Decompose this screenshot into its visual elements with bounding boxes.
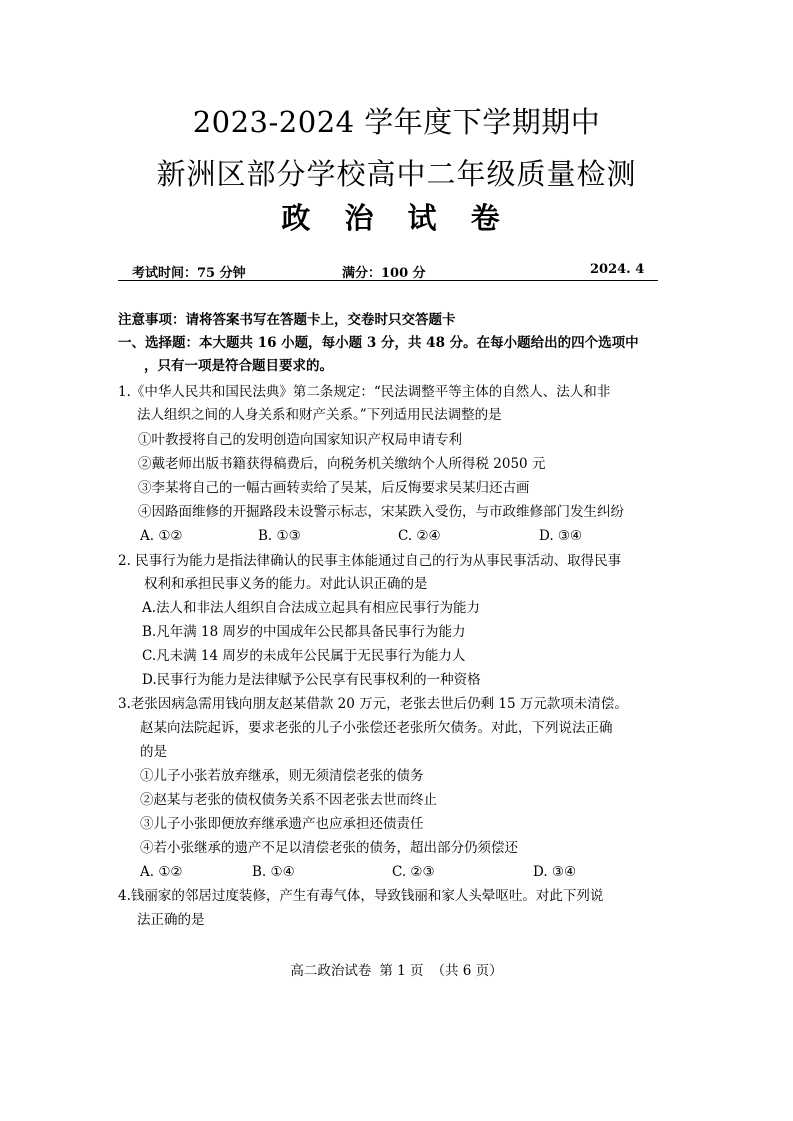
q2-option-d: D.民事行为能力是法律赋予公民享有民事权利的一种资格 <box>142 672 481 688</box>
q1-stem-line1: 1.《中华人民共和国民法典》第二条规定：“民法调整平等主体的自然人、法人和非 <box>118 384 611 400</box>
q3-stem-line1: 3.老张因病急需用钱向朋友赵某借款 20 万元，老张去世后仍剩 15 万元款项未清偿。 <box>118 696 628 712</box>
section1-instruction-line2: ，只有一项是符合题目要求的。 <box>144 358 333 374</box>
q2-option-a: A.法人和非法人组织自合法成立起具有相应民事行为能力 <box>142 600 481 616</box>
q1-statement-1: ①叶教授将自己的发明创造向国家知识产权局申请专利 <box>138 432 462 448</box>
footer-page-number: 第 1 页 <box>379 963 424 979</box>
q3-statement-2: ②赵某与老张的债权债务关系不因老张去世而终止 <box>140 792 437 808</box>
q1-option-b: B. ①③ <box>258 528 301 544</box>
q1-statement-3: ③李某将自己的一幅古画转卖给了吴某，后反悔要求吴某归还古画 <box>138 480 530 496</box>
q3-option-b: B. ①④ <box>252 864 295 880</box>
exam-time: 考试时间：75 分钟 <box>132 266 246 281</box>
q2-stem-line1: 2. 民事行为能力是指法律确认的民事主体能通过自己的行为从事民事活动、取得民事 <box>118 553 622 569</box>
q1-option-c: C. ②④ <box>398 528 441 544</box>
q3-option-a: A. ①② <box>140 864 183 880</box>
footer-exam-name: 高二政治试卷 <box>290 963 372 979</box>
q3-option-d: D. ③④ <box>533 864 577 880</box>
title-line-2: 新洲区部分学校高中二年级质量检测 <box>156 157 637 191</box>
exam-info-bar <box>118 260 658 281</box>
q2-option-c: C.凡未满 14 周岁的未成年公民属于无民事行为能力人 <box>142 648 466 664</box>
q1-option-d: D. ③④ <box>539 528 583 544</box>
exam-score: 满分：100 分 <box>342 266 426 281</box>
q1-statement-4: ④因路面维修的开掘路段未设警示标志，宋某跌入受伤，与市政维修部门发生纠纷 <box>138 504 624 520</box>
q1-statement-2: ②戴老师出版书籍获得稿费后，向税务机关缴纳个人所得税 2050 元 <box>138 456 546 472</box>
q4-stem-line1: 4.钱丽家的邻居过度装修，产生有毒气体，导致钱丽和家人头晕呕吐。对此下列说 <box>118 888 604 904</box>
notice: 注意事项：请将答案书写在答题卡上，交卷时只交答题卡 <box>118 312 456 328</box>
q4-stem-line2: 法正确的是 <box>137 912 205 928</box>
q3-statement-4: ④若小张继承的遗产不足以清偿老张的债务，超出部分仍须偿还 <box>140 840 518 856</box>
title-line-3: 政 治 试 卷 <box>281 201 512 235</box>
title-line-1: 2023-2024 学年度下学期期中 <box>192 105 601 139</box>
q1-stem-line2: 法人组织之间的人身关系和财产关系。”下列适用民法调整的是 <box>137 407 502 423</box>
q2-stem-line2: 权利和承担民事义务的能力。对此认识正确的是 <box>144 576 428 592</box>
page-footer <box>0 959 793 979</box>
exam-date: 2024. 4 <box>590 262 645 277</box>
q1-option-a: A. ①② <box>140 528 183 544</box>
q3-option-c: C. ②③ <box>392 864 435 880</box>
q3-statement-1: ①儿子小张若放弃继承，则无须清偿老张的债务 <box>140 768 424 784</box>
section1-instruction-line1: 一、选择题：本大题共 16 小题，每小题 3 分，共 48 分。在每小题给出的四个选项中 <box>118 335 639 351</box>
footer-total-pages: （共 6 页） <box>431 963 503 979</box>
q2-option-b: B.凡年满 18 周岁的中国成年公民都具备民事行为能力 <box>142 624 466 640</box>
q3-stem-line3: 的是 <box>140 744 167 760</box>
q3-stem-line2: 赵某向法院起诉，要求老张的儿子小张偿还老张所欠债务。对此，下列说法正确 <box>140 720 613 736</box>
q3-statement-3: ③儿子小张即便放弃继承遗产也应承担还债责任 <box>140 816 424 832</box>
